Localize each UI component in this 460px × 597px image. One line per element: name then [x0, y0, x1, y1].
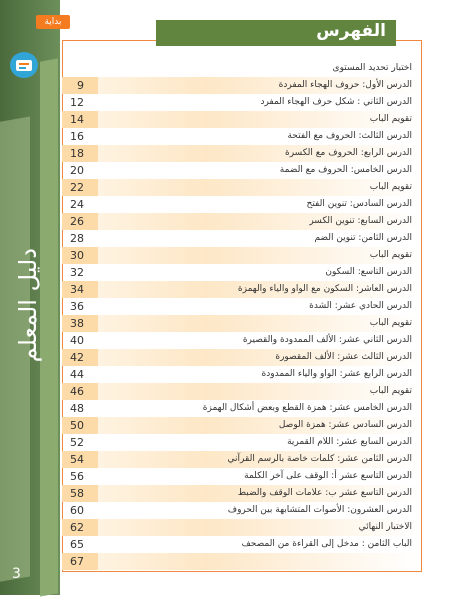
- toc-label: الدرس الرابع: الحروف مع الكسرة: [284, 148, 412, 158]
- toc-page-number: 42: [70, 351, 84, 364]
- toc-row[interactable]: [62, 434, 420, 451]
- toc-label: تقويم الباب: [369, 318, 412, 328]
- toc-label: الدرس الثامن عشر: كلمات خاصة بالرسم القرآني: [227, 454, 412, 464]
- toc-row[interactable]: [62, 298, 420, 315]
- start-badge[interactable]: بداية: [36, 15, 70, 29]
- toc-page-number: 60: [70, 504, 84, 517]
- toc-label: الدرس السابع عشر: اللام القمرية: [287, 437, 412, 447]
- toc-page-number: 32: [70, 266, 84, 279]
- toc-page-number: 30: [70, 249, 84, 262]
- toc-row[interactable]: [62, 281, 420, 298]
- toc-label: الدرس السادس: تنوين الفتح: [306, 199, 412, 209]
- toc-page-number: 14: [70, 113, 84, 126]
- toc-label: الدرس الثامن: تنوين الضم: [314, 233, 412, 243]
- toc-label: الدرس السادس عشر: همزة الوصل: [278, 420, 412, 430]
- toc-label: الدرس العاشر: السكون مع الواو والياء والهمزة: [237, 284, 412, 294]
- toc-page-number: 26: [70, 215, 84, 228]
- toc-row[interactable]: [62, 179, 420, 196]
- toc-row[interactable]: [62, 417, 420, 434]
- toc-page-number: 40: [70, 334, 84, 347]
- toc-page-number: 58: [70, 487, 84, 500]
- toc-label: الدرس الخامس عشر: همزة القطع وبعض أشكال الهمزة: [202, 403, 412, 413]
- toc-label: الباب الثامن : مدخل إلى القراءة من المصحف: [241, 539, 412, 549]
- page-title: الفهرس: [316, 21, 386, 41]
- toc-row[interactable]: [62, 196, 420, 213]
- toc-page-number: 28: [70, 232, 84, 245]
- title-box: [156, 20, 396, 46]
- toc-page-number: 54: [70, 453, 84, 466]
- toc-row[interactable]: [62, 247, 420, 264]
- toc-page-number: 38: [70, 317, 84, 330]
- toc-row[interactable]: [62, 349, 420, 366]
- toc-label: الدرس الأول: حروف الهجاء المفردة: [278, 80, 412, 90]
- toc-label: الدرس التاسع عشر أ: الوقف على آخر الكلمة: [244, 471, 412, 481]
- toc-page-number: 44: [70, 368, 84, 381]
- toc-row[interactable]: [62, 145, 420, 162]
- toc-row[interactable]: [62, 485, 420, 502]
- toc-row[interactable]: [62, 111, 420, 128]
- toc-label: الدرس التاسع عشر ب: علامات الوقف والضبط: [237, 488, 412, 498]
- toc-row[interactable]: [62, 383, 420, 400]
- toc-row[interactable]: [62, 400, 420, 417]
- toc-row[interactable]: [62, 60, 420, 77]
- toc-row[interactable]: [62, 230, 420, 247]
- toc-page-number: 56: [70, 470, 84, 483]
- logo-icon: [10, 52, 38, 78]
- toc-page-number: 16: [70, 130, 84, 143]
- toc-page-number: [62, 60, 84, 77]
- toc-row[interactable]: [62, 502, 420, 519]
- toc-label: الدرس الثالث عشر: الألف المقصورة: [275, 352, 412, 362]
- toc-row[interactable]: [62, 213, 420, 230]
- toc-label: تقويم الباب: [369, 182, 412, 192]
- toc-row[interactable]: [62, 162, 420, 179]
- toc-row[interactable]: [62, 94, 420, 111]
- toc-row[interactable]: [62, 315, 420, 332]
- toc-row[interactable]: [62, 332, 420, 349]
- toc-label: تقويم الباب: [369, 114, 412, 124]
- toc-row[interactable]: [62, 536, 420, 553]
- page-number: 3: [12, 566, 21, 582]
- sidebar-title: دليل المعلم: [14, 247, 42, 363]
- toc-row[interactable]: [62, 128, 420, 145]
- toc-label: الدرس الرابع عشر: الواو والياء الممدودة: [261, 369, 412, 379]
- toc-label: تقويم الباب: [369, 386, 412, 396]
- toc-page-number: 46: [70, 385, 84, 398]
- toc-page-number: 22: [70, 181, 84, 194]
- toc-row[interactable]: [62, 468, 420, 485]
- toc-label: الدرس السابع: تنوين الكسر: [309, 216, 412, 226]
- toc-page-number: 24: [70, 198, 84, 211]
- toc-label: الدرس الثالث: الحروف مع الفتحة: [287, 131, 412, 141]
- toc-page-number: 36: [70, 300, 84, 313]
- toc-page-number: 34: [70, 283, 84, 296]
- toc-label: الدرس التاسع: السكون: [325, 267, 412, 277]
- toc-label: الدرس الحادي عشر: الشدة: [309, 301, 412, 311]
- toc-row[interactable]: [62, 519, 420, 536]
- toc-row[interactable]: [62, 451, 420, 468]
- toc-label: الدرس الخامس: الحروف مع الضمة: [279, 165, 412, 175]
- toc-page-number: 48: [70, 402, 84, 415]
- toc-row[interactable]: [62, 264, 420, 281]
- toc-page-number: 65: [70, 538, 84, 551]
- toc-page-number: 9: [77, 79, 84, 92]
- toc-row[interactable]: [62, 77, 420, 94]
- toc-page-number: 67: [70, 555, 84, 568]
- toc-page-number: 52: [70, 436, 84, 449]
- toc-page-number: 50: [70, 419, 84, 432]
- toc-label: تقويم الباب: [369, 250, 412, 260]
- toc-row[interactable]: [62, 553, 420, 570]
- toc-page-number: 62: [70, 521, 84, 534]
- toc-label: اختبار تحديد المستوى: [332, 63, 412, 73]
- toc-label: الاختبار النهائي: [358, 522, 412, 532]
- toc-row[interactable]: [62, 366, 420, 383]
- toc-page-number: 12: [70, 96, 84, 109]
- toc-label: الدرس الثاني : شكل حرف الهجاء المفرد: [260, 97, 412, 107]
- toc-page-number: 20: [70, 164, 84, 177]
- toc-label: الدرس العشرون: الأصوات المتشابهة بين الحروف: [227, 505, 412, 515]
- toc-page-number: 18: [70, 147, 84, 160]
- toc-label: الدرس الثاني عشر: الألف الممدودة والقصيرة: [242, 335, 412, 345]
